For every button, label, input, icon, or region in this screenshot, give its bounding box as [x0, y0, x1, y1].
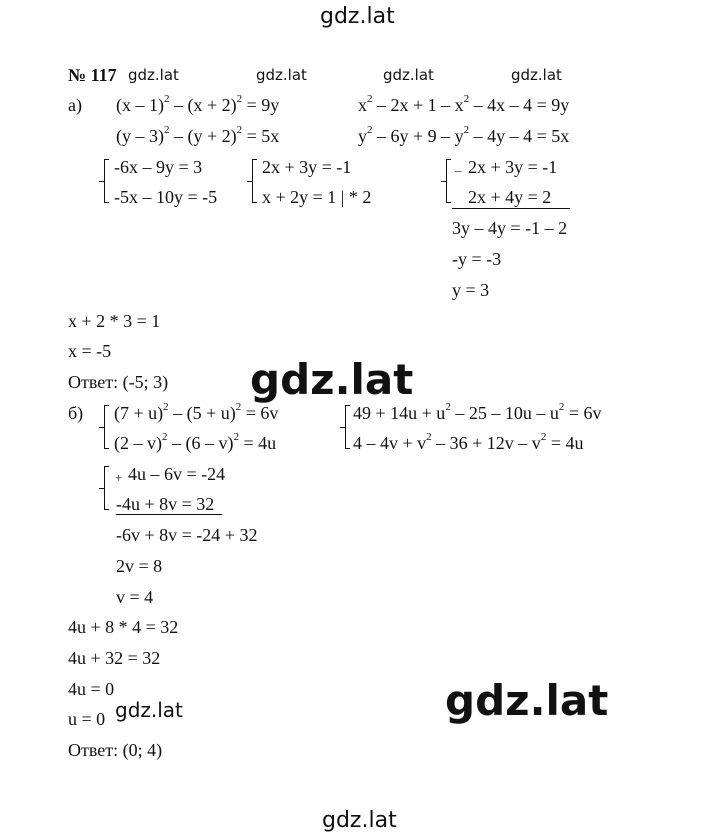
equation: -6x – 9y = 3 [114, 157, 203, 177]
equation: $(7 + u)^2 - (5 + u)^2 = 6v$ [114, 401, 279, 423]
watermark-small: gdz.lat [256, 66, 307, 84]
equation: $x^2 - 2x + 1 - x^2 - 4x - 4 = 9y$ [358, 93, 570, 115]
problem-number: № 117 [68, 65, 117, 85]
watermark-large: gdz.lat [250, 355, 414, 404]
equation: y = 3 [452, 280, 490, 300]
equation: -5x – 10y = -5 [114, 187, 218, 207]
watermark-small: gdz.lat [383, 66, 434, 84]
equation: 4u + 8 * 4 = 32 [68, 617, 179, 637]
part-b-label: б) [68, 403, 84, 423]
system-brace-tip [340, 427, 346, 428]
equation: $(x - 1)^2 - (x + 2)^2 = 9y$ [116, 93, 280, 115]
equation: 4u – 6v = -24 [128, 464, 226, 484]
system-brace-tip [99, 427, 105, 428]
watermark-bottom: gdz.lat [322, 808, 397, 833]
equation: (2 – v)$^2$ – (6 – v)$^2$ = 4u [114, 431, 277, 453]
equation: 3y – 4y = -1 – 2 [452, 218, 568, 238]
watermark-small: gdz.lat [511, 66, 562, 84]
equation: 2x + 3y = -1 [468, 157, 558, 177]
system-brace-tip [99, 181, 105, 182]
equation: -6v + 8v = -24 + 32 [116, 525, 258, 545]
watermark-medium: gdz.lat [115, 698, 183, 722]
addition-sign: + [115, 470, 123, 485]
answer: Ответ: (0; 4) [68, 740, 163, 760]
equation: x = -5 [68, 341, 112, 361]
answer: Ответ: (-5; 3) [68, 372, 169, 392]
system-brace-tip [441, 181, 447, 182]
equation: v = 4 [116, 587, 154, 607]
equation: $y^2 - 6y + 9 - y^2 - 4y - 4 = 5x$ [358, 124, 570, 146]
part-a-label: а) [68, 95, 82, 115]
equation: 4u + 32 = 32 [68, 648, 161, 668]
equation: 2v = 8 [116, 556, 163, 576]
addition-rule [116, 514, 222, 515]
equation: $(y - 3)^2 - (y + 2)^2 = 5x$ [116, 124, 280, 146]
equation: 4u = 0 [68, 679, 115, 699]
system-brace-tip [247, 181, 253, 182]
equation: 2x + 4y = 2 [468, 187, 552, 207]
system-brace-tip [99, 488, 105, 489]
watermark-top: gdz.lat [320, 4, 395, 29]
watermark-large: gdz.lat [445, 676, 609, 725]
equation: x + 2 * 3 = 1 [68, 311, 161, 331]
addition-rule [452, 208, 570, 209]
equation: $4 - 4v + v^2 - 36 + 12v - v^2 = 4u$ [353, 431, 584, 453]
equation: u = 0 [68, 709, 106, 729]
equation: -4u + 8v = 32 [116, 494, 215, 514]
watermark-small: gdz.lat [128, 66, 179, 84]
subtraction-sign: _ [455, 158, 462, 173]
equation: 2x + 3y = -1 [262, 157, 352, 177]
equation: $49 + 14u + u^2 - 25 - 10u - u^2 = 6v$ [353, 401, 602, 423]
equation: x + 2y = 1 | * 2 [262, 187, 372, 207]
equation: -y = -3 [452, 249, 502, 269]
